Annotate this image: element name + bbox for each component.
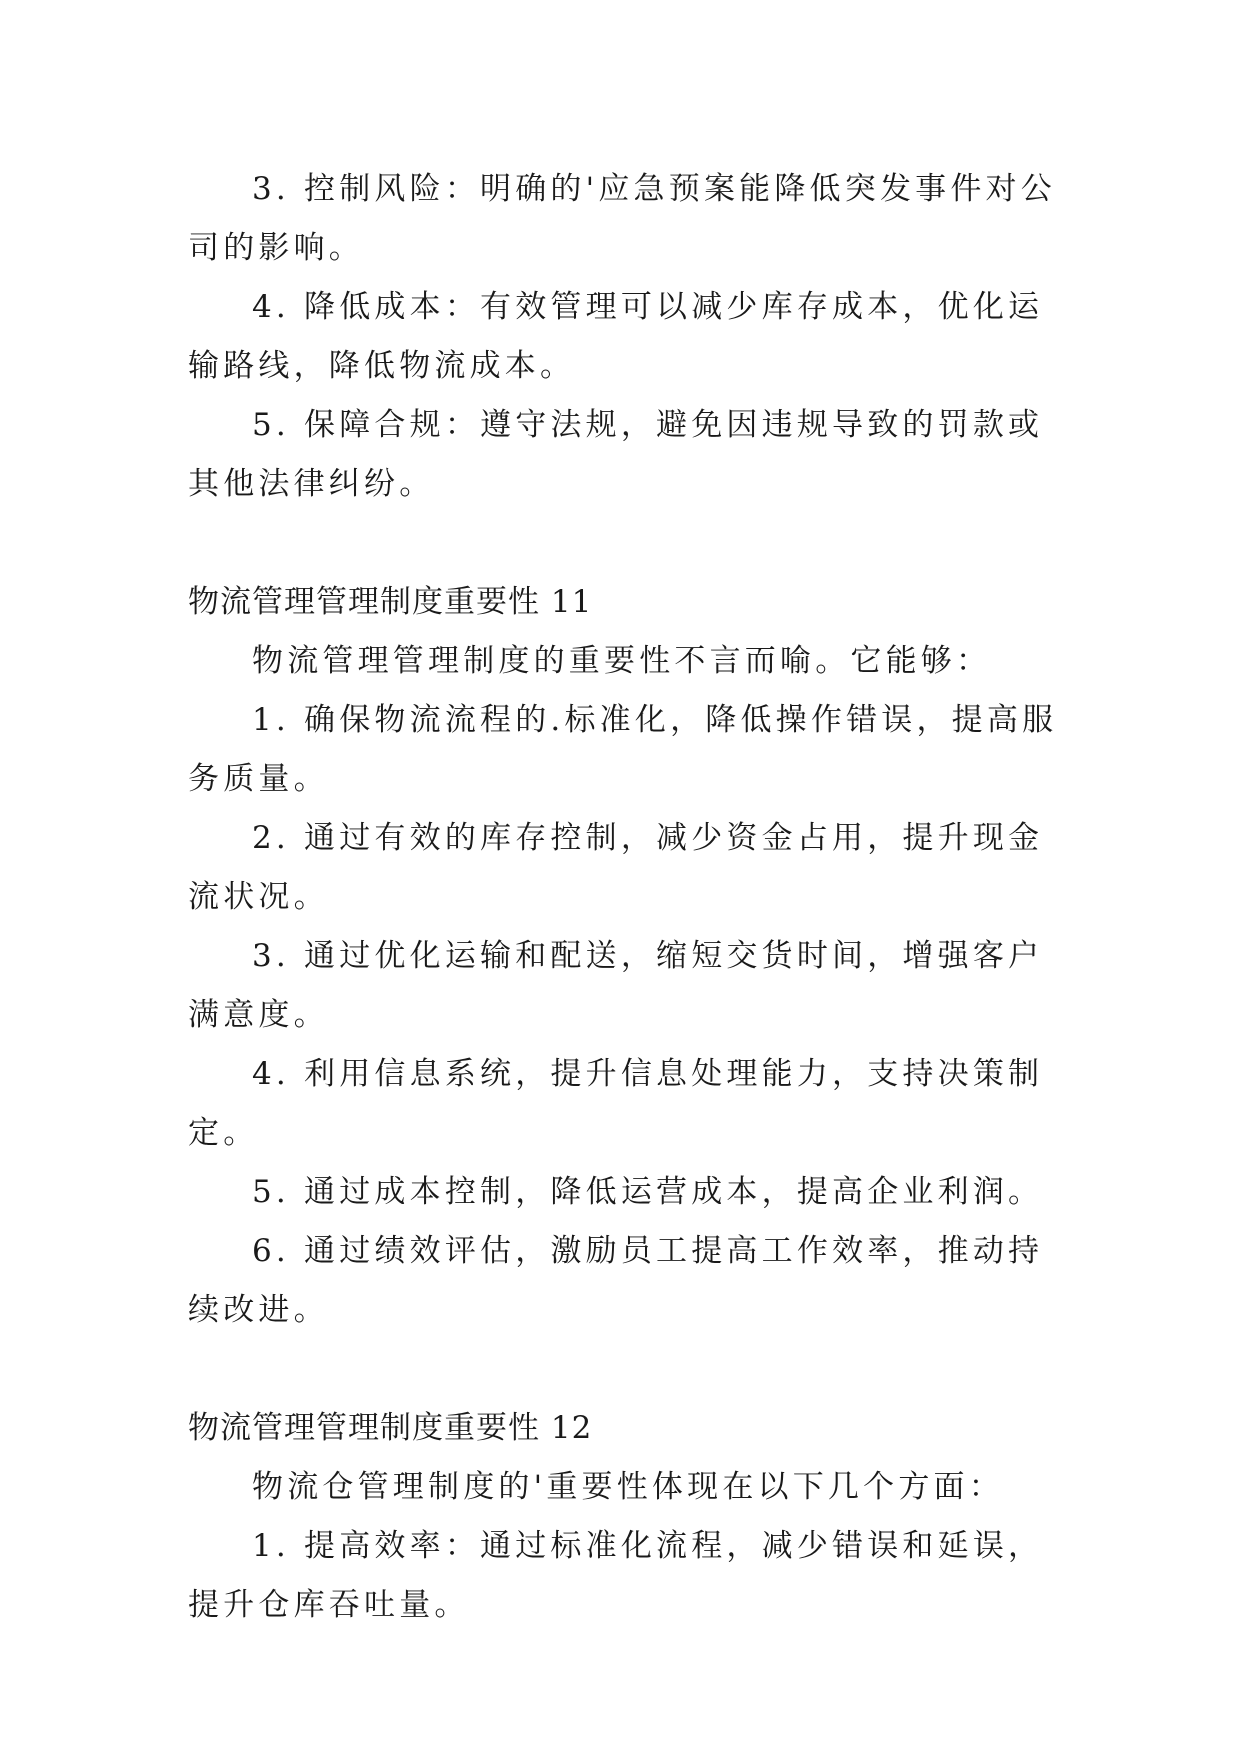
list-item: 3. 通过优化运输和配送，缩短交货时间，增强客户满意度。 — [188, 938, 1044, 1033]
list-item: 5. 通过成本控制，降低运营成本，提高企业利润。 — [252, 1174, 1044, 1210]
list-item: 1. 提高效率：通过标准化流程，减少错误和延误，提升仓库吞吐量。 — [188, 1528, 1044, 1623]
list-item: 6. 通过绩效评估，激励员工提高工作效率，推动持续改进。 — [188, 1233, 1044, 1328]
list-item: 5. 保障合规：遵守法规，避免因违规导致的罚款或其他法律纠纷。 — [188, 407, 1044, 502]
section-intro-12: 物流仓管理制度的'重要性体现在以下几个方面： — [252, 1469, 1004, 1505]
list-item: 4. 利用信息系统，提升信息处理能力，支持决策制定。 — [188, 1056, 1044, 1151]
section-intro-11: 物流管理管理制度的重要性不言而喻。它能够： — [252, 643, 992, 679]
list-item: 4. 降低成本：有效管理可以减少库存成本，优化运输路线，降低物流成本。 — [188, 289, 1044, 384]
list-item: 3. 控制风险：明确的'应急预案能降低突发事件对公司的影响。 — [188, 171, 1056, 266]
list-item: 1. 确保物流流程的.标准化，降低操作错误，提高服务质量。 — [188, 702, 1058, 797]
document-body — [188, 160, 1058, 1635]
list-item: 2. 通过有效的库存控制，减少资金占用，提升现金流状况。 — [188, 820, 1044, 915]
section-heading-12: 物流管理管理制度重要性 12 — [188, 1410, 593, 1446]
section-heading-11: 物流管理管理制度重要性 11 — [188, 584, 593, 620]
